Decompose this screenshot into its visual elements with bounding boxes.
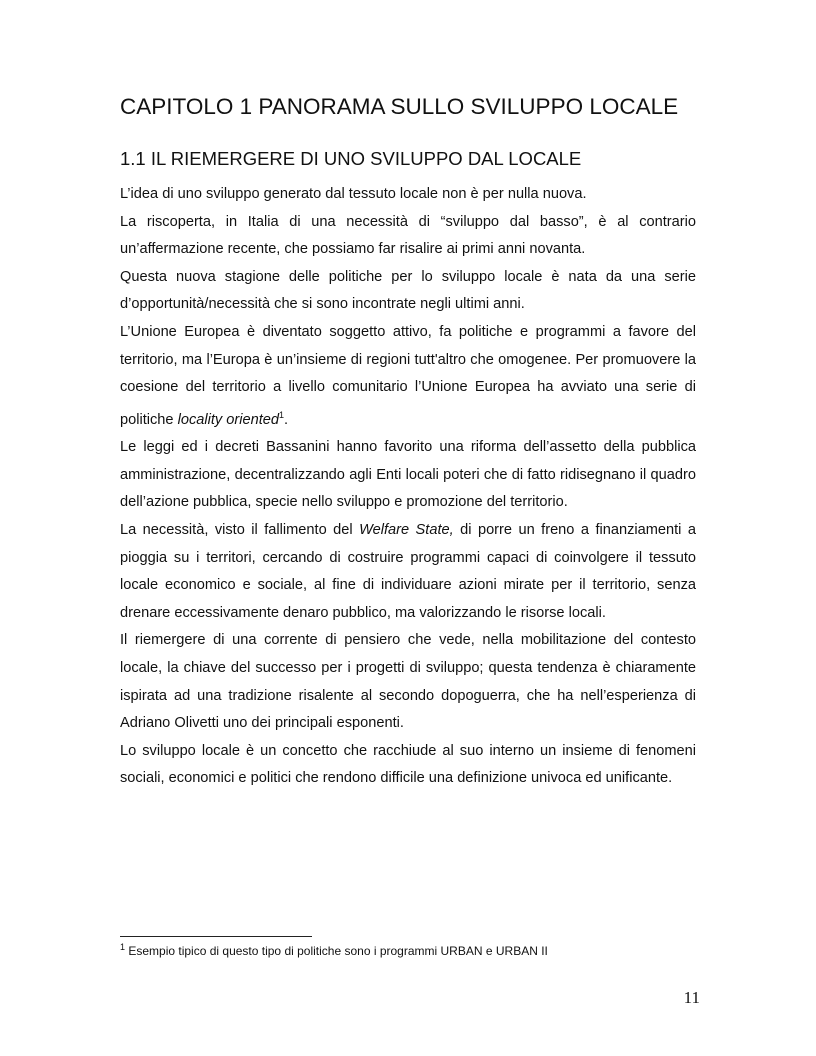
paragraph-4 xyxy=(120,319,696,434)
paragraph-3: Questa nuova stagione delle politiche per lo sviluppo locale è nata da una serie d’opportunità/necessità che si sono incontrate negli ultimi anni. xyxy=(120,268,696,313)
paragraph-4-end: . xyxy=(284,411,289,428)
paragraph-4-text: L’Unione Europea è diventato soggetto attivo, fa politiche e programmi a favore del territorio, ma l’Europa è un’insieme di regioni tutt'altro che omogenee. Per promuovere la coesione del territorio a livello comunitario l’Unione Europea ha avviato una serie di politiche xyxy=(120,323,696,428)
paragraph-6-start: La necessità, visto il fallimento del xyxy=(120,521,360,538)
section-title: 1.1 IL RIEMERGERE DI UNO SVILUPPO DAL LOCALE xyxy=(120,148,582,169)
footnote xyxy=(120,942,720,958)
italic-locality-oriented: locality oriented xyxy=(177,411,280,428)
paragraph-2: La riscoperta, in Italia di una necessità di “sviluppo dal basso”, è al contrario un’affermazione recente, che possiamo far risalire ai primi anni novanta. xyxy=(120,213,696,258)
paragraph-7: Il riemergere di una corrente di pensiero che vede, nella mobilitazione del contesto locale, la chiave del successo per i progetti di sviluppo; questa tendenza è chiaramente ispirata ad una tradizione risalente al secondo dopoguerra, che ha nell’esperienza di Adriano Olivetti uno dei principali esponenti. xyxy=(120,632,696,732)
chapter-title: CAPITOLO 1 PANORAMA SULLO SVILUPPO LOCALE xyxy=(120,94,679,119)
page-number: 11 xyxy=(683,988,700,1007)
italic-welfare-state: Welfare State, xyxy=(359,521,454,538)
paragraph-6-rest: di porre un freno a finanziamenti a pioggia su i territori, cercando di costruire programmi capaci di coinvolgere il tessuto locale economico e sociale, al fine di individuare azioni mirate per il territorio, senza drenare eccessivamente denaro pubblico, ma valorizzando le risorse locali. xyxy=(120,521,696,621)
paragraph-5: Le leggi ed i decreti Bassanini hanno favorito una riforma dell’assetto della pubblica amministrazione, decentralizzando agli Enti locali poteri che di fatto ridisegnano il quadro dell’azione pubblica, specie nello sviluppo e promozione del territorio. xyxy=(120,439,696,511)
footnote-divider xyxy=(120,936,312,937)
body-text xyxy=(120,181,696,793)
paragraph-6 xyxy=(120,517,696,627)
footnote-marker: 1 xyxy=(120,942,126,952)
paragraph-1: L’idea di uno sviluppo generato dal tessuto locale non è per nulla nuova. xyxy=(120,186,587,202)
footnote-text: Esempio tipico di questo tipo di politiche sono i programmi URBAN e URBAN II xyxy=(125,944,548,958)
paragraph-8: Lo sviluppo locale è un concetto che racchiude al suo interno un insieme di fenomeni sociali, economici e politici che rendono difficile una definizione univoca ed unificante. xyxy=(120,742,696,787)
footnote-reference[interactable]: 1 xyxy=(279,409,285,420)
